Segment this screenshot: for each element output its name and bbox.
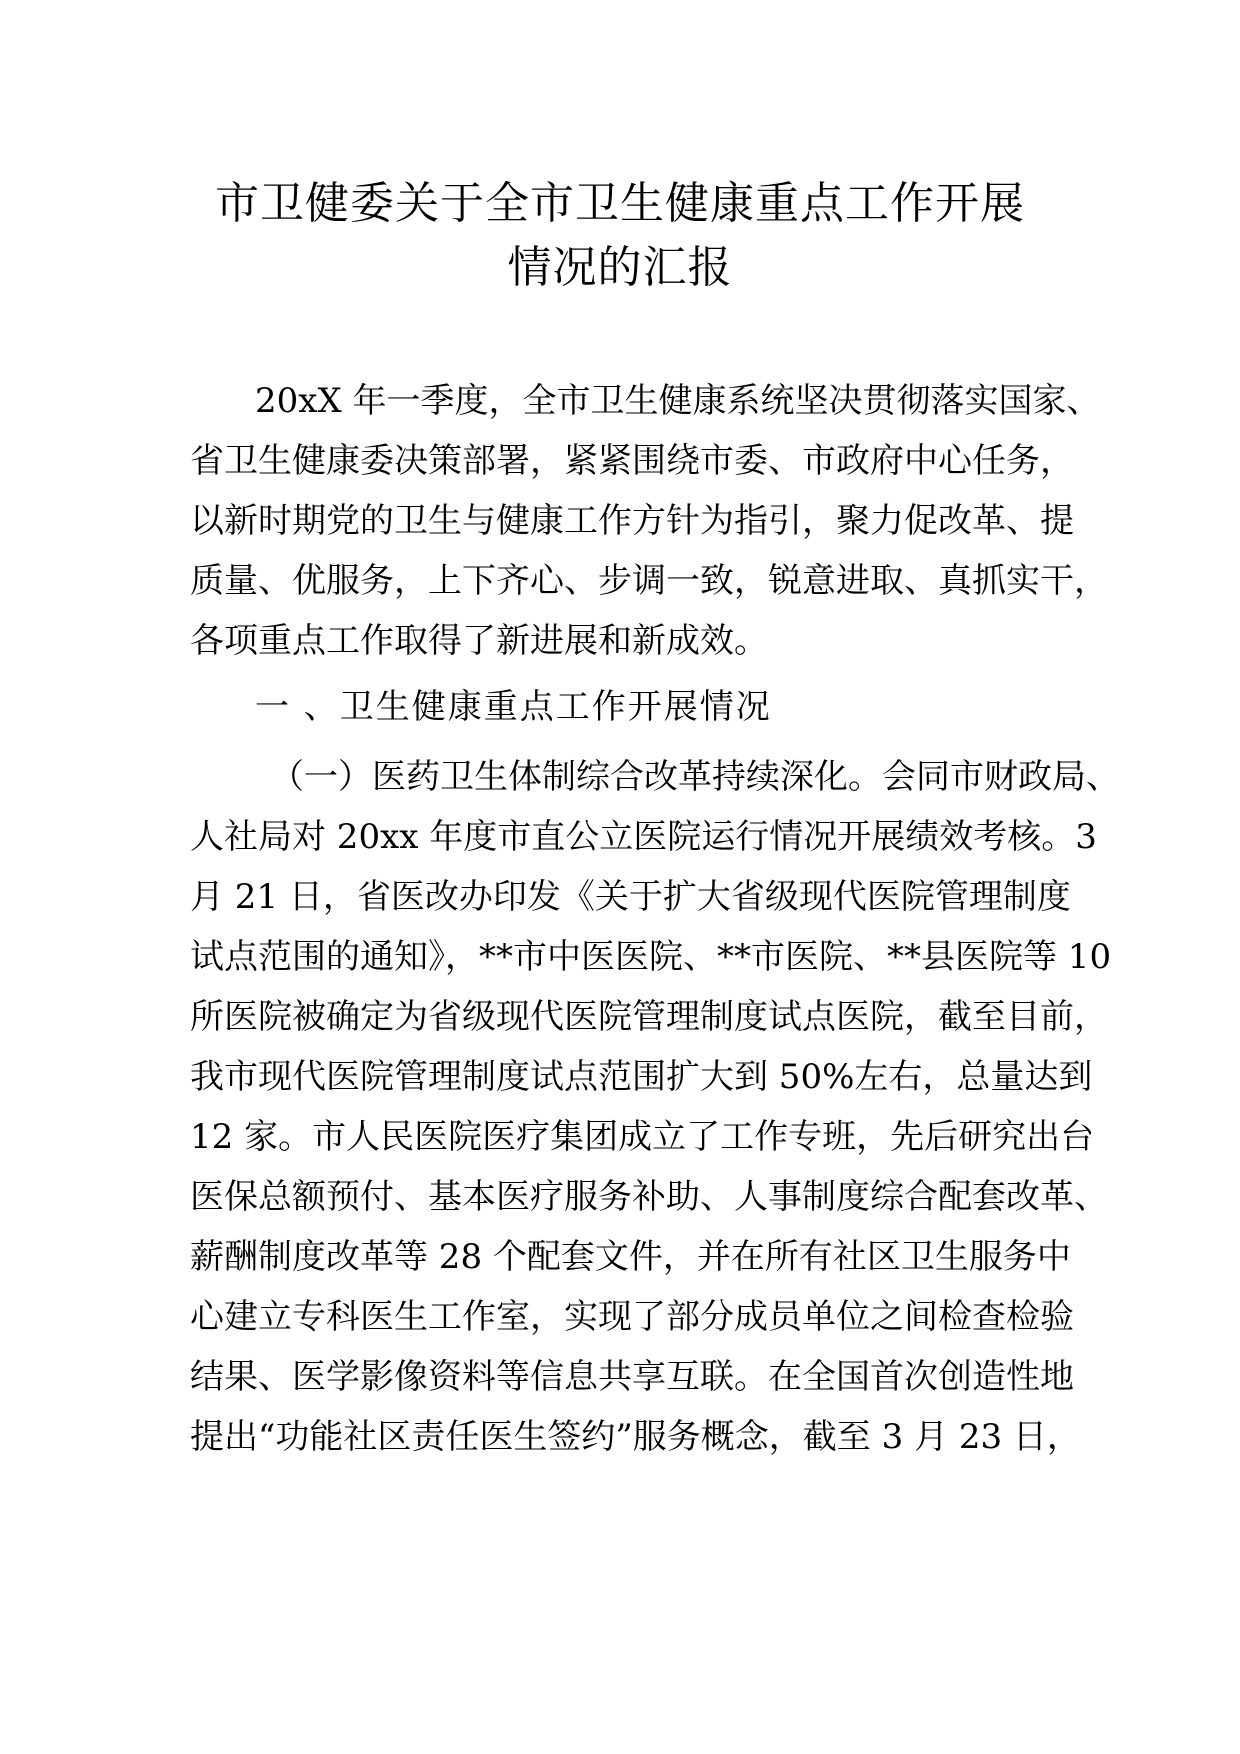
section-1-heading: 一 、卫生健康重点工作开展情况 (255, 687, 772, 727)
document-title-line-2: 情况的汇报 (507, 242, 733, 293)
subsection-1-line-3: 月 21 日，省医改办印发《关于扩大省级现代医院管理制度 (190, 877, 1071, 917)
subsection-1-line-6: 我市现代医院管理制度试点范围扩大到 50%左右，总量达到 (190, 1057, 1093, 1097)
subsection-1-line-7: 12 家。市人民医院医疗集团成立了工作专班，先后研究出台 (190, 1117, 1095, 1157)
document-title-line-1: 市卫健委关于全市卫生健康重点工作开展 (215, 178, 1025, 229)
subsection-1-line-2: 人社局对 20xx 年度市直公立医院运行情况开展绩效考核。3 (190, 817, 1097, 857)
subsection-1-line-1: （一）医药卫生体制综合改革持续深化。会同市财政局、 (270, 757, 1120, 797)
intro-line-5: 各项重点工作取得了新进展和新成效。 (190, 621, 768, 661)
subsection-1-line-12: 提出“功能社区责任医生签约”服务概念，截至 3 月 23 日， (190, 1417, 1081, 1457)
subsection-1-line-4: 试点范围的通知》，**市中医医院、**市医院、**县医院等 10 (190, 937, 1112, 977)
intro-line-1: 20xX 年一季度，全市卫生健康系统坚决贯彻落实国家、 (255, 381, 1101, 421)
subsection-1-line-5: 所医院被确定为省级现代医院管理制度试点医院，截至目前， (190, 997, 1108, 1037)
subsection-1-line-10: 心建立专科医生工作室，实现了部分成员单位之间检查检验 (190, 1297, 1074, 1337)
subsection-1-line-9: 薪酬制度改革等 28 个配套文件，并在所有社区卫生服务中 (190, 1237, 1071, 1277)
intro-line-4: 质量、优服务，上下齐心、步调一致，锐意进取、真抓实干， (190, 561, 1108, 601)
intro-line-3: 以新时期党的卫生与健康工作方针为指引，聚力促改革、提 (190, 501, 1074, 541)
intro-line-2: 省卫生健康委决策部署，紧紧围绕市委、市政府中心任务， (190, 441, 1074, 481)
subsection-1-line-11: 结果、医学影像资料等信息共享互联。在全国首次创造性地 (190, 1357, 1074, 1397)
subsection-1-line-8: 医保总额预付、基本医疗服务补助、人事制度综合配套改革、 (190, 1177, 1108, 1217)
